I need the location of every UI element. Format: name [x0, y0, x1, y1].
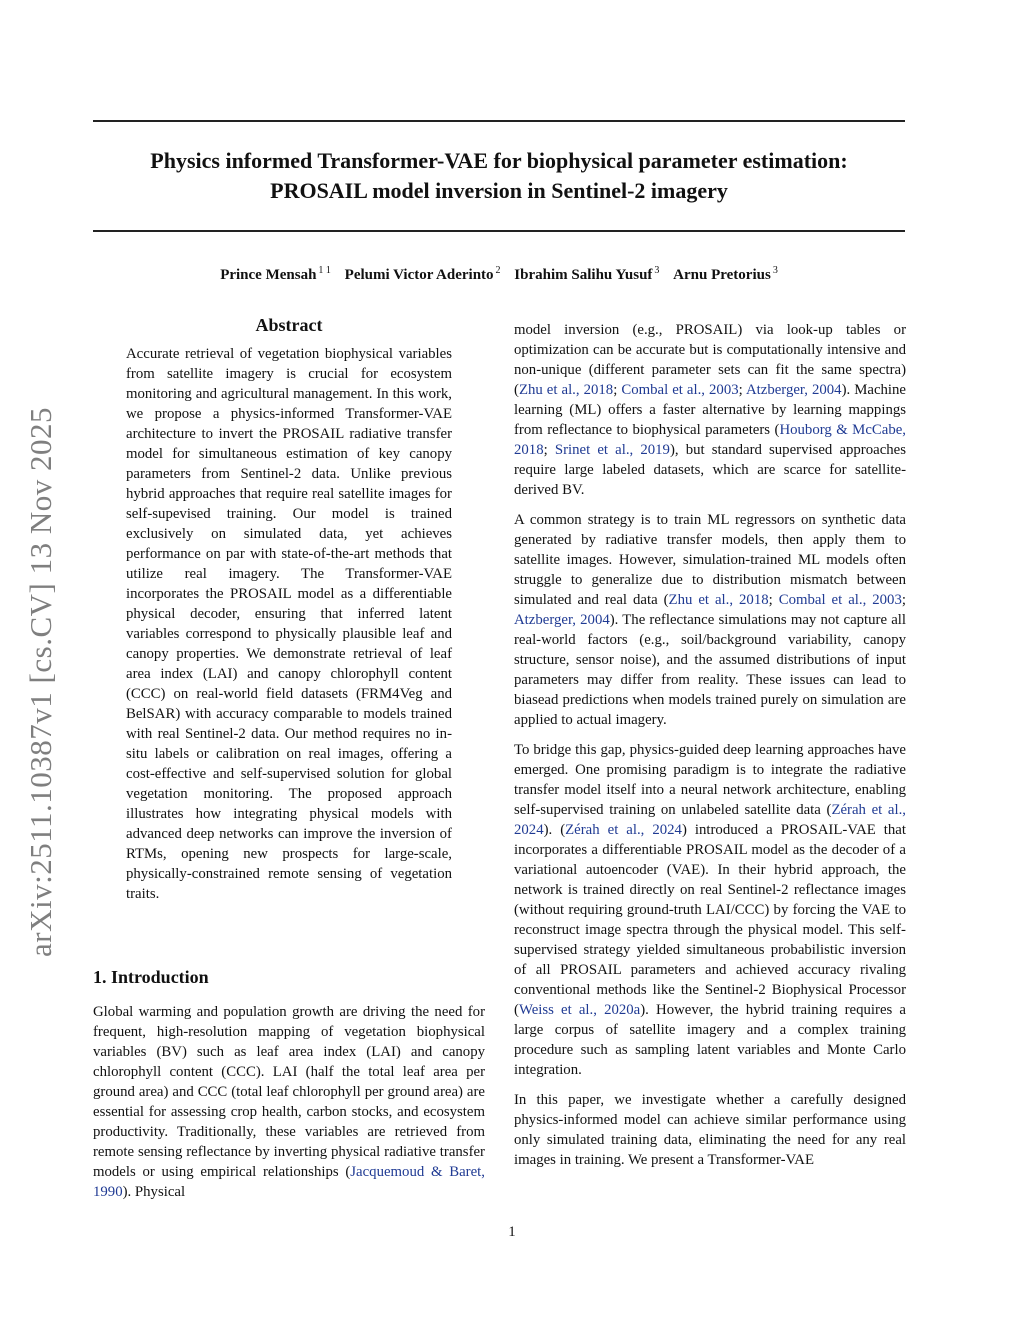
intro-paragraph-1: [93, 1002, 485, 1202]
citation-link[interactable]: Srinet et al., 2019: [554, 442, 670, 458]
author-3: [514, 267, 659, 283]
abstract-text: Accurate retrieval of vegetation biophysical variables from satellite imagery is crucial for ecosystem monitoring and agricultural management. In this work, we propose a physics-informed Transformer-VAE architecture to invert the PROSAIL radiative transfer model for simultaneous estimation of key canopy parameters from Sentinel-2 data. Unlike previous hybrid approaches that require real satellite images for self-supevised training. Our model is trained exclusively on simulated data, yet achieves performance on par with state-of-the-art methods that utilize real imagery. The Transformer-VAE incorporates the PROSAIL model as a differentiable physical decoder, ensuring that inferred latent variables correspond to physically plausible leaf and canopy properties. We demonstrate retrieval of leaf area index (LAI) and canopy chlorophyll content (CCC) on real-world field datasets (FRM4Veg and BelSAR) with accuracy comparable to models trained with real Sentinel-2 data. Our method requires no in-situ labels or calibration on real images, offering a cost-effective and self-supervised solution for global vegetation monitoring. The proposed approach illustrates how integrating physical models with advanced deep networks can improve the inversion of RTMs, opening new prospects for large-scale, physically-constrained remote sensing of vegetation traits.: [126, 346, 452, 902]
paragraph-text: A common strategy is to train ML regressors on synthetic data generated by radiative transfer models, then apply them to satellite images. However, simulation-trained ML models often struggle to generalize due to distribution mismatch between simulated and real data (: [514, 512, 906, 608]
arxiv-stamp: arXiv:2511.10387v1 [cs.CV] 13 Nov 2025: [23, 407, 58, 957]
paragraph-text: ), but standard supervised approaches require large labeled datasets, which are scarce for satellite-derived BV.: [514, 442, 906, 498]
title-bottom-rule: [93, 230, 905, 232]
title-line-2: PROSAIL model inversion in Sentinel-2 imagery: [270, 178, 728, 203]
right-column: [514, 320, 906, 1180]
citation-link[interactable]: Atzberger, 2004: [514, 612, 610, 628]
paragraph-text: ;: [901, 592, 906, 608]
citation-link[interactable]: Jacquemoud & Baret, 1990: [93, 1164, 485, 1200]
title-top-rule: [93, 120, 905, 122]
title-line-1: Physics informed Transformer-VAE for biophysical parameter estimation:: [150, 148, 848, 173]
author-1: [220, 267, 331, 283]
paper-title: [93, 146, 905, 206]
left-column: [93, 315, 485, 1200]
citation-link[interactable]: Atzberger, 2004: [745, 382, 842, 398]
author-name: Arnu Pretorius: [673, 267, 771, 283]
author-affiliation: 3: [772, 265, 778, 276]
citation-link[interactable]: Zérah et al., 2024: [565, 822, 682, 838]
paragraph-text: ;: [543, 442, 555, 458]
paragraph-text: ;: [613, 382, 622, 398]
paragraph-text: ). Machine learning (ML) offers a faster alternative by learning mappings from reflectance to biophysical parameters (: [514, 382, 906, 438]
paragraph-text: ). The reflectance simulations may not capture all real-world factors (e.g., soil/background variability, canopy structure, sensor noise), and the assumed distributions of input parameters may differ from reality. These issues can lead to biasead predictions when models trained purely on simulation are applied to actual imagery.: [514, 612, 906, 728]
author-list: [93, 265, 905, 284]
paragraph-text: model inversion (e.g., PROSAIL) via look-up tables or optimization can be accurate but is computationally intensive and non-unique (different parameter sets can fit the same spectra) (: [514, 322, 906, 398]
abstract-heading: Abstract: [255, 315, 323, 335]
paragraph-text: To bridge this gap, physics-guided deep learning approaches have emerged. One promising paradigm is to integrate the radiative transfer model itself into a neural network architecture, enabling self-supervised training on unlabeled satellite data (: [514, 742, 906, 818]
citation-link[interactable]: Houborg & McCabe, 2018: [514, 422, 907, 458]
intro-paragraph-3: [514, 510, 906, 730]
citation-link[interactable]: Zhu et al., 2018: [518, 382, 614, 398]
author-4: [673, 267, 778, 283]
author-name: Pelumi Victor Aderinto: [344, 267, 494, 283]
citation-link[interactable]: Zhu et al., 2018: [668, 592, 769, 608]
citation-link[interactable]: Weiss et al., 2020a: [518, 1002, 641, 1018]
page-number: 1: [508, 1224, 516, 1240]
author-name: Prince Mensah: [220, 267, 317, 283]
author-affiliation: 3: [654, 265, 660, 276]
intro-paragraph-5: In this paper, we investigate whether a carefully designed physics-informed model can achieve similar performance using only simulated training data, eliminating the need for any real images in training. We present a Transformer-VAE: [514, 1092, 906, 1168]
paragraph-text: ). Physical: [122, 1184, 186, 1200]
author-affiliation: 1 1: [318, 265, 331, 276]
intro-paragraph-2: [514, 320, 906, 500]
intro-paragraph-4: [514, 740, 906, 1080]
author-2: [345, 267, 501, 283]
citation-link[interactable]: Combal et al., 2003: [621, 382, 739, 398]
section-heading-introduction: 1. Introduction: [93, 967, 209, 987]
paragraph-text: ). However, the hybrid training requires a large corpus of satellite imagery and a complex training procedure such as sampling latent variables and Monte Carlo integration.: [514, 1002, 906, 1078]
paragraph-text: ;: [768, 592, 779, 608]
paragraph-text: ). (: [543, 822, 566, 838]
author-affiliation: 2: [495, 265, 501, 276]
paragraph-text: Global warming and population growth are driving the need for frequent, high-resolution mapping of vegetation biophysical variables (BV) such as leaf area index (LAI) and canopy chlorophyll content (CCC). LAI (half the total leaf area per ground area) and CCC (total leaf chlorophyll per ground area) are essential for assessing crop health, carbon stocks, and ecosystem productivity. Traditionally, these variables are retrieved from remote sensing reflectance by inverting physical radiative transfer models or using empirical relationships (: [93, 1004, 485, 1180]
paragraph-text: ;: [738, 382, 746, 398]
citation-link[interactable]: Combal et al., 2003: [778, 592, 902, 608]
paragraph-text: ) introduced a PROSAIL-VAE that incorporates a differentiable PROSAIL model as the decoder of a variational autoencoder (VAE). In their hybrid approach, the network is trained directly on real Sentinel-2 reflectance images (without requiring ground-truth LAI/CCC) by forcing the VAE to reconstruct image spectra through the physical model. This self-supervised strategy yielded simultaneous probabilistic inversion of all PROSAIL parameters and achieved accuracy rivaling conventional methods like the Sentinel-2 Biophysical Processor (: [514, 822, 906, 1018]
citation-link[interactable]: Zérah et al., 2024: [514, 802, 907, 838]
author-name: Ibrahim Salihu Yusuf: [514, 267, 653, 283]
